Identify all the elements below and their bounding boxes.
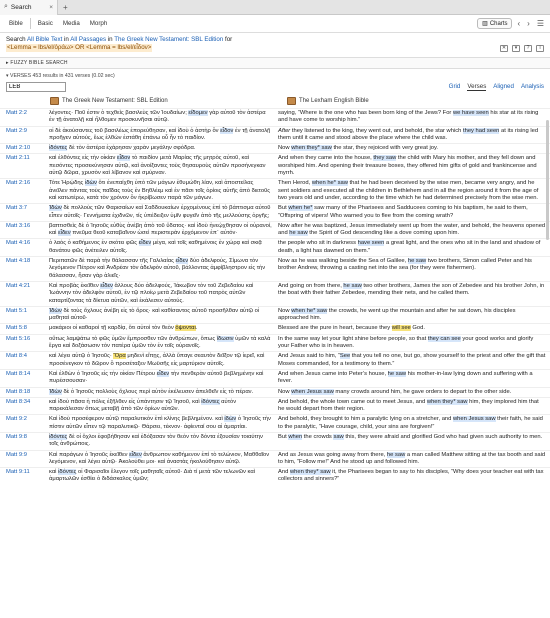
tab-label: Search — [10, 3, 32, 11]
options-icon[interactable]: ▾ — [512, 45, 520, 52]
verse-text: And when Jesus came into Peter’s house, — [278, 370, 388, 377]
verse-reference[interactable]: Matt 2:11 — [6, 155, 30, 162]
search-hit[interactable]: they saw — [373, 155, 397, 162]
greek-text — [44, 324, 278, 333]
search-hit[interactable]: when they* saw — [426, 398, 468, 405]
verse-reference[interactable]: Matt 8:34 — [6, 398, 31, 405]
english-text — [278, 307, 550, 324]
verse-text: him, they implored him that he would depart from their region. — [278, 398, 539, 413]
verse-row — [0, 351, 550, 369]
chart-icon: ▥ — [482, 21, 488, 27]
search-hit[interactable]: Ἰδὼν — [49, 205, 62, 212]
greek-text — [44, 109, 278, 126]
verse-text: And — [278, 469, 290, 476]
english-text — [278, 370, 550, 387]
search-hit[interactable]: After — [278, 127, 291, 134]
search-hit[interactable]: he saw — [387, 370, 407, 377]
verse-row — [0, 432, 550, 450]
greek-text — [44, 433, 278, 450]
scope-all-bible-text[interactable]: All Bible Text — [27, 36, 63, 43]
verse-text: ἄνθρωπον καθήμενον ἐπὶ τὸ τελώνιον, Μαθθαῖον λεγόμενον, καὶ λέγει αὐτῷ· Ἀκολούθει μοι· καὶ ἀναστὰς ἠκολούθησεν αὐτῷ. — [49, 451, 270, 465]
verse-reference[interactable]: Matt 2:10 — [6, 145, 31, 152]
search-hit[interactable]: ἴδωσιν — [216, 335, 234, 342]
verse-text: the crowds — [302, 433, 334, 440]
verse-text: καὶ λέγει αὐτῷ ὁ Ἰησοῦς· — [49, 353, 114, 360]
verse-text: ὁ Ἰησοῦς τὴν πίστιν αὐτῶν εἶπεν τῷ παραλυτικῷ· Θάρσει, τέκνον· ἀφίενταί σου αἱ ἁμαρτίαι. — [49, 416, 271, 430]
verse-row — [0, 108, 550, 126]
scope-all-passages[interactable]: All Passages — [70, 36, 107, 43]
verse-text: at its rising led them until it came and stood above the place where the child was. — [278, 127, 539, 141]
search-hit[interactable]: have seen — [357, 240, 385, 247]
verse-text: Καὶ ἰδοὺ προσέφερον αὐτῷ παραλυτικὸν ἐπὶ κλίνης βεβλημένον. καὶ — [49, 416, 225, 423]
verse-text: δύο ἀδελφούς, Σίμωνα τὸν λεγόμενον Πέτρον καὶ Ἀνδρέαν τὸν ἀδελφὸν αὐτοῦ, βάλλοντας ἀμφίβληστρον εἰς τὴν θάλασσαν, ἦσαν γὰρ ἁλιεῖς· — [49, 258, 266, 279]
verse-text: μηδενὶ εἴπῃς, ἀλλὰ ὕπαγε σεαυτὸν δεῖξον τῷ ἱερεῖ, καὶ προσένεγκον τὸ δῶρον ὃ προσέταξεν Μωϋσῆς εἰς μαρτύριον αὐτοῖς. — [49, 353, 265, 367]
verse-text: And as Jesus was going away from there, — [278, 451, 387, 458]
verse-text: αὐτὸν παρεκάλεσαν ὅπως μεταβῇ ἀπὸ τῶν ὁρίων αὐτῶν. — [49, 398, 237, 413]
verse-text: οὕτως λαμψάτω τὸ φῶς ὑμῶν ἔμπροσθεν τῶν ἀνθρώπων, ὅπως — [49, 335, 217, 342]
fuzzy-label: FUZZY BIBLE SEARCH — [10, 60, 68, 66]
search-hit[interactable]: saw — [333, 433, 344, 440]
verse-row — [0, 306, 550, 324]
new-tab-icon[interactable]: + — [63, 2, 68, 12]
verse-text: his mother-in-law lying down and suffering with a fever. — [278, 370, 533, 385]
toolbar-media[interactable]: Media — [62, 20, 80, 27]
verse-text: many crowds around him, he gave orders to depart to the other side. — [333, 388, 512, 395]
verse-row — [0, 143, 550, 153]
toolbar — [0, 15, 550, 33]
verse-text: Now after he was baptized, Jesus immediately went up from the water, and behold, the heavens opened and — [278, 222, 546, 237]
view-aligned[interactable]: Aligned — [493, 83, 514, 90]
verse-row — [0, 450, 550, 468]
verse-reference[interactable]: Matt 4:21 — [6, 282, 31, 289]
verse-text: this, they were afraid and glorified God who had given such authority to men. — [343, 433, 543, 440]
verse-text: οἱ δὲ ἀκούσαντες τοῦ βασιλέως ἐπορεύθησαν, καὶ ἰδοὺ ὁ ἀστὴρ ὃν — [49, 127, 221, 134]
search-hit[interactable]: ἰδόντες — [49, 145, 68, 152]
verse-text: βαπτισθεὶς δὲ ὁ Ἰησοῦς εὐθὺς ἀνέβη ἀπὸ τοῦ ὕδατος· καὶ ἰδοὺ ἠνεῴχθησαν οἱ οὐρανοί, καὶ — [49, 222, 272, 237]
verse-text: Περιπατῶν δὲ παρὰ τὴν θάλασσαν τῆς Γαλιλαίας — [49, 258, 176, 265]
verse-text: that you tell no one, but go, show yourself to the priest and offer the gift that Moses commanded, for a testimony to them.” — [278, 353, 546, 367]
menu-icon[interactable]: ☰ — [536, 19, 544, 28]
verse-text: Now — [278, 145, 292, 152]
verse-reference[interactable]: Matt 3:7 — [6, 205, 27, 212]
search-hit[interactable]: when he* saw — [291, 307, 328, 314]
search-hit[interactable]: εἶδον — [117, 155, 131, 162]
search-hit[interactable]: they had seen — [462, 127, 500, 134]
verse-text: Then Herod, — [278, 180, 312, 187]
in-text: in — [107, 36, 113, 43]
verse-text: your good works and glorify your Father who is in heaven. — [278, 335, 534, 350]
column-headers — [0, 92, 550, 108]
search-hit[interactable]: ἰδόντες — [58, 469, 77, 476]
english-text — [278, 222, 550, 239]
verse-row — [0, 256, 550, 281]
book-icon — [50, 97, 59, 105]
verse-text: μέγα, καὶ τοῖς καθημένοις ἐν χώρᾳ καὶ σκιᾷ θανάτου φῶς ἀνέτειλεν αὐτοῖς. — [49, 240, 262, 254]
verse-text: In the same way let your light shine before people, so that — [278, 335, 428, 342]
english-text — [278, 179, 550, 203]
verse-text: the child with Mary his mother, and they fell down and worshiped him. And opening their treasure boxes, they offered him gifts of gold and frankincense and myrrh. — [278, 155, 537, 177]
search-hit[interactable]: ἰδόντες — [201, 398, 220, 405]
greek-text — [44, 468, 278, 485]
search-hit[interactable]: ἰδὼν — [84, 180, 97, 187]
for-text: for — [224, 36, 233, 43]
verse-text: But — [278, 205, 289, 212]
verses-label: VERSES — [10, 73, 32, 79]
verse-text: δὲ τὸν ἀστέρα ἐχάρησαν χαρὰν μεγάλην σφόδρα. — [67, 145, 196, 152]
verse-text: that he had been deceived by the wise men, became very angry, and he sent soldiers and executed all the children in Bethlehem and in all the region around it from the age of two years old and under, according to the time which he had determined precisely from the wise men. — [278, 180, 539, 201]
back-icon[interactable]: ‹ — [517, 19, 521, 28]
search-hit[interactable]: when Jesus saw — [291, 388, 334, 395]
greek-text — [44, 144, 278, 153]
verse-text: καὶ — [49, 469, 59, 476]
verse-text: a great light, and the ones who sit in the land and shadow of death, a light has dawned on them.” — [278, 240, 541, 254]
verse-text: δὲ τοὺς ὄχλους ἀνέβη εἰς τὸ ὄρος· καὶ καθίσαντος αὐτοῦ προσῆλθαν αὐτῷ οἱ μαθηταὶ αὐτοῦ· — [49, 307, 260, 322]
verse-row — [0, 126, 550, 144]
search-hit[interactable]: εἴδομεν — [188, 110, 208, 116]
greek-text — [44, 415, 278, 432]
english-column-title[interactable]: The Lexham English Bible — [299, 98, 369, 104]
search-hit[interactable]: they can see — [427, 335, 461, 342]
tab-search[interactable] — [0, 0, 58, 15]
greek-text — [44, 388, 278, 397]
search-hit[interactable]: we have seen — [452, 110, 489, 116]
verse-text: Τότε Ἡρῴδης — [49, 180, 85, 187]
english-text — [278, 352, 550, 369]
verse-text: And going on from there, — [278, 282, 344, 289]
verses-header[interactable]: ▾ VERSES 453 results in 431 verses (0.02 sec) — [6, 73, 115, 79]
verse-text: Καὶ προβὰς ἐκεῖθεν — [49, 282, 101, 289]
greek-text — [44, 239, 278, 256]
verse-text: δὲ πολλοὺς τῶν Φαρισαίων καὶ Σαδδουκαίων ἐρχομένους ἐπὶ τὸ βάπτισμα αὐτοῦ εἶπεν αὐτοῖς· Γεννήματα ἐχιδνῶν, τίς ὑπέδειξεν ὑμῖν φυγεῖν ἀπὸ τῆς μελλούσης ὀργῆς; — [49, 205, 271, 219]
results-list — [0, 108, 550, 485]
greek-text — [44, 282, 278, 306]
view-verses[interactable]: Verses — [467, 83, 487, 90]
verse-row — [0, 414, 550, 432]
search-hit[interactable]: he saw — [343, 282, 362, 289]
greek-text — [44, 451, 278, 468]
verse-reference[interactable]: Matt 9:8 — [6, 433, 27, 440]
view-analysis[interactable]: Analysis — [520, 83, 544, 90]
verse-text: the Spirit of God descending like a dove coming upon him. — [307, 230, 460, 237]
verse-text: the star, they rejoiced with very great joy. — [331, 145, 439, 152]
verse-reference[interactable]: Matt 8:18 — [6, 388, 31, 395]
verse-text: καὶ ἐλθόντες εἰς τὴν οἰκίαν — [49, 155, 118, 162]
english-text — [278, 433, 550, 450]
verse-reference[interactable]: Matt 2:9 — [6, 127, 27, 134]
english-text — [278, 239, 550, 256]
english-text — [278, 109, 550, 126]
toolbar-basic[interactable]: Basic — [37, 20, 53, 27]
verse-row — [0, 203, 550, 221]
search-hit[interactable]: εἶδεν — [58, 230, 71, 237]
english-text — [278, 398, 550, 415]
verse-text: δὲ οἱ ὄχλοι ἐφοβήθησαν καὶ ἐδόξασαν τὸν θεὸν τὸν δόντα ἐξουσίαν τοιαύτην τοῖς ἀνθρώποις. — [49, 433, 263, 448]
search-hit[interactable]: when he* — [288, 205, 313, 212]
english-text — [278, 257, 550, 281]
search-hit[interactable]: εἶδεν — [138, 240, 152, 247]
greek-text — [44, 257, 278, 281]
verse-text: γὰρ αὐτοῦ τὸν ἀστέρα ἐν τῇ ἀνατολῇ καὶ ἤλθομεν προσκυνῆσαι αὐτῷ. — [49, 110, 266, 124]
search-hit[interactable]: εἶδεν — [100, 282, 113, 289]
search-hit[interactable]: Ἰδὼν — [49, 307, 62, 314]
verse-text: ὅτι ἐνεπαίχθη ὑπὸ τῶν μάγων ἐθυμώθη λίαν, καὶ ἀποστείλας ἀνεῖλεν πάντας τοὺς παῖδας τοὺς ἐν Βηθλέεμ καὶ ἐν πᾶσι τοῖς ὁρίοις αὐτῆς ἀπὸ διετοῦς καὶ κατωτέρω, κατὰ τὸν χρόνον ὃν ἠκρίβωσεν παρὰ τῶν μάγων. — [49, 180, 271, 201]
verse-text: the crowds, he went up the mountain and after he sat down, his disciples approached him. — [278, 307, 516, 322]
verse-text: ὁ λαὸς ὁ καθήμενος ἐν σκότει φῶς — [49, 240, 139, 247]
search-hit[interactable]: when — [288, 433, 303, 440]
clear-icon[interactable]: ✕ — [501, 44, 507, 51]
fuzzy-search-section[interactable]: ▸ FUZZY BIBLE SEARCH — [0, 57, 550, 69]
verse-text: a man called Matthew sitting at the tax booth and said to him, “Follow me!” And he stood up and followed him. — [278, 451, 546, 465]
english-text — [278, 468, 550, 485]
english-text — [278, 144, 550, 153]
english-text — [278, 388, 550, 397]
query-input[interactable]: <Lemma = lbs/el/ὁράω> OR <Lemma = lbs/el/εἶδον> — [7, 44, 152, 51]
verse-text: Now as he was walking beside the Sea of Galilee, — [278, 258, 408, 265]
verse-text: two brothers, Simon called Peter and his brother Andrew, throwing a casting net into the sea (for they were fishermen). — [278, 258, 532, 272]
verse-text: πνεῦμα θεοῦ καταβαῖνον ὡσεὶ περιστερὰν ἐρχόμενον ἐπ᾽ αὐτόν· — [70, 230, 238, 237]
search-hit[interactable]: he saw — [386, 451, 406, 458]
verse-text: their faith, he said to the paralytic, “Have courage, child, your sins are forgiven!” — [278, 416, 543, 430]
in-text: in — [64, 36, 69, 43]
verse-text: his star at its rising and have come to worship him.” — [278, 110, 539, 124]
verse-row — [0, 281, 550, 306]
help-icon[interactable]: ? — [524, 45, 532, 52]
verse-row — [0, 238, 550, 256]
verse-text: saying, “Where is the one who has been born king of the Jews? For — [278, 110, 453, 116]
verse-row — [0, 334, 550, 352]
verse-row — [0, 397, 550, 415]
verse-text: οἱ Φαρισαῖοι ἔλεγον τοῖς μαθηταῖς αὐτοῦ· Διὰ τί μετὰ τῶν τελωνῶν καὶ ἁμαρτωλῶν ἐσθίει ὁ διδάσκαλος ὑμῶν; — [49, 469, 256, 483]
charts-button[interactable] — [477, 18, 512, 29]
greek-text — [44, 154, 278, 178]
forward-icon[interactable]: › — [527, 19, 530, 28]
verse-text: Blessed are the pure in heart, because they — [278, 325, 392, 332]
verse-row — [0, 369, 550, 387]
search-hit[interactable]: Ὅρα — [113, 353, 126, 360]
verse-row — [0, 323, 550, 333]
info-icon[interactable]: i — [536, 45, 544, 52]
filter-input[interactable] — [6, 82, 66, 92]
search-hit[interactable]: See — [339, 353, 351, 360]
view-switcher — [449, 83, 544, 91]
verse-text: the people who sit in darkness — [278, 240, 358, 247]
greek-text — [44, 127, 278, 144]
search-hit[interactable]: he saw — [289, 230, 308, 237]
resource-link[interactable]: The Greek New Testament: SBL Edition — [114, 36, 224, 43]
verse-text: And Jesus said to him, “ — [278, 353, 340, 360]
search-icon: ⌕ — [4, 3, 8, 10]
verse-text: δὲ ὁ Ἰησοῦς πολλοὺς ὄχλους περὶ αὐτὸν ἐκέλευσεν ἀπελθεῖν εἰς τὸ πέραν. — [61, 388, 254, 395]
verse-text: Καὶ παράγων ὁ Ἰησοῦς ἐκεῖθεν — [49, 451, 130, 458]
verse-reference[interactable]: Matt 8:4 — [6, 353, 27, 360]
verse-text: λέγοντες· Ποῦ ἐστιν ὁ τεχθεὶς βασιλεὺς τῶν Ἰουδαίων; — [49, 110, 189, 116]
english-text — [278, 415, 550, 432]
verse-reference[interactable]: Matt 5:16 — [6, 335, 31, 342]
verse-text: Now — [278, 388, 292, 395]
search-hit[interactable]: Ἰδὼν — [49, 388, 62, 395]
english-text — [278, 324, 550, 333]
search-hit[interactable]: ἰδόντες — [49, 433, 68, 440]
verse-row — [0, 221, 550, 239]
verse-reference[interactable]: Matt 2:16 — [6, 180, 31, 187]
greek-text — [44, 179, 278, 203]
greek-text — [44, 222, 278, 239]
verse-text: τὴν πενθερὰν αὐτοῦ βεβλημένην καὶ πυρέσσουσαν· — [49, 370, 264, 385]
search-hit[interactable]: εἶδεν — [175, 258, 189, 265]
verse-reference[interactable]: Matt 3:16 — [6, 222, 31, 229]
english-text — [278, 154, 550, 178]
search-hit[interactable]: when they* saw — [289, 469, 331, 476]
greek-text — [44, 398, 278, 415]
divider — [30, 18, 31, 29]
search-bar — [0, 33, 550, 54]
verse-row — [0, 153, 550, 178]
greek-text — [44, 335, 278, 352]
verse-text: two other brothers, James the son of Zebedee and his brother John, in the boat with their father Zebedee, mending their nets, and he called them. — [278, 282, 545, 297]
english-text — [278, 335, 550, 352]
toolbar-bible[interactable]: Bible — [9, 20, 23, 27]
verse-text: And when they came into the house, — [278, 155, 374, 162]
verse-reference[interactable]: Matt 4:16 — [6, 240, 31, 247]
verse-text: . — [195, 325, 198, 332]
verse-reference[interactable]: Matt 2:2 — [6, 110, 27, 116]
greek-text — [44, 204, 278, 221]
verse-text: Καὶ ἐλθὼν ὁ Ἰησοῦς εἰς τὴν οἰκίαν Πέτρου — [49, 370, 157, 377]
verse-reference[interactable]: Matt 9:9 — [6, 451, 27, 458]
search-hit[interactable]: when they* saw — [291, 145, 332, 152]
verse-text: μακάριοι οἱ καθαροὶ τῇ καρδίᾳ, ὅτι αὐτοὶ τὸν θεὸν — [49, 325, 176, 332]
verse-text: ἐν τῇ ἀνατολῇ προῆγεν αὐτούς, ἕως ἐλθὼν ἐστάθη ἐπάνω οὗ ἦν τὸ παιδίον. — [49, 127, 271, 141]
verse-text: And behold, the whole town came out to meet Jesus, and — [278, 398, 427, 405]
verse-reference[interactable]: Matt 8:14 — [6, 370, 31, 377]
verse-row — [0, 467, 550, 485]
verse-reference[interactable]: Matt 5:8 — [6, 325, 27, 332]
search-hit[interactable]: εἶδεν — [129, 451, 142, 458]
book-icon — [287, 97, 296, 105]
charts-label: Charts — [489, 20, 508, 27]
close-tab-icon[interactable]: × — [49, 3, 53, 11]
verse-reference[interactable]: Matt 5:1 — [6, 307, 27, 314]
english-text — [278, 451, 550, 468]
verse-text: it, the Pharisees began to say to his disciples, “Why does your teacher eat with tax collectors and sinners?” — [278, 469, 544, 483]
verse-text: καὶ ἰδοὺ πᾶσα ἡ πόλις ἐξῆλθεν εἰς ὑπάντησιν τῷ Ἰησοῦ, καὶ — [49, 398, 202, 405]
verse-text: And behold, they brought to him a paralytic lying on a stretcher, and — [278, 416, 453, 423]
search-hit[interactable]: εἶδον — [220, 127, 234, 134]
scrollbar[interactable] — [546, 120, 549, 240]
english-text — [278, 127, 550, 144]
verse-text: God. — [410, 325, 425, 332]
result-count: 453 results in 431 verses (0.02 sec) — [32, 73, 115, 79]
search-hit[interactable]: he saw — [407, 258, 427, 265]
toolbar-morph[interactable]: Morph — [89, 20, 108, 27]
view-grid[interactable]: Grid — [448, 83, 461, 90]
verse-reference[interactable]: Matt 9:2 — [6, 416, 27, 423]
verse-row — [0, 387, 550, 397]
verse-row — [0, 178, 550, 203]
verse-reference[interactable]: Matt 4:18 — [6, 258, 31, 265]
search-hit[interactable]: when he* saw — [311, 180, 348, 187]
verse-text: Now — [278, 307, 292, 314]
search-hit[interactable]: εἶδεν — [156, 370, 170, 377]
greek-column-title[interactable]: The Greek New Testament: SBL Edition — [62, 98, 168, 104]
verse-text: saw many of the Pharisees and Sadducees coming to his baptism, he said to them, “Offspring of vipers! Who warned you to flee from the coming wrath? — [278, 205, 528, 219]
greek-text — [44, 370, 278, 387]
verse-text: ὑμῶν τὰ καλὰ ἔργα καὶ δοξάσωσιν τὸν πατέρα ὑμῶν τὸν ἐν τοῖς οὐρανοῖς. — [49, 335, 271, 350]
search-hit[interactable]: ὄψονται — [175, 325, 196, 332]
english-text — [278, 282, 550, 306]
verse-reference[interactable]: Matt 9:11 — [6, 469, 30, 476]
greek-text — [44, 352, 278, 369]
search-hit[interactable]: when Jesus saw — [452, 416, 496, 423]
tab-bar — [0, 0, 550, 15]
verse-text: ἄλλους δύο ἀδελφούς, Ἰάκωβον τὸν τοῦ Ζεβεδαίου καὶ Ἰωάννην τὸν ἀδελφὸν αὐτοῦ, ἐν τῷ πλοίῳ μετὰ Ζεβεδαίου τοῦ πατρὸς αὐτῶν καταρτίζοντας τὰ δίκτυα αὐτῶν, καὶ ἐκάλεσεν αὐτούς. — [49, 282, 254, 304]
search-hit[interactable]: will see — [391, 325, 411, 332]
search-text: Search — [6, 36, 26, 43]
english-text — [278, 204, 550, 221]
search-hit[interactable]: ἰδὼν — [224, 416, 237, 423]
verse-text: But — [278, 433, 289, 440]
verse-text: they listened to the king, they went out, and behold, the star which — [290, 127, 463, 134]
greek-text — [44, 307, 278, 324]
verse-text: τὸ παιδίον μετὰ Μαρίας τῆς μητρὸς αὐτοῦ, καὶ πεσόντες προσεκύνησαν αὐτῷ, καὶ ἀνοίξαντες τοὺς θησαυροὺς αὐτῶν προσήνεγκαν αὐτῷ δῶρα, χρυσὸν καὶ λίβανον καὶ σμύρναν. — [49, 155, 266, 177]
